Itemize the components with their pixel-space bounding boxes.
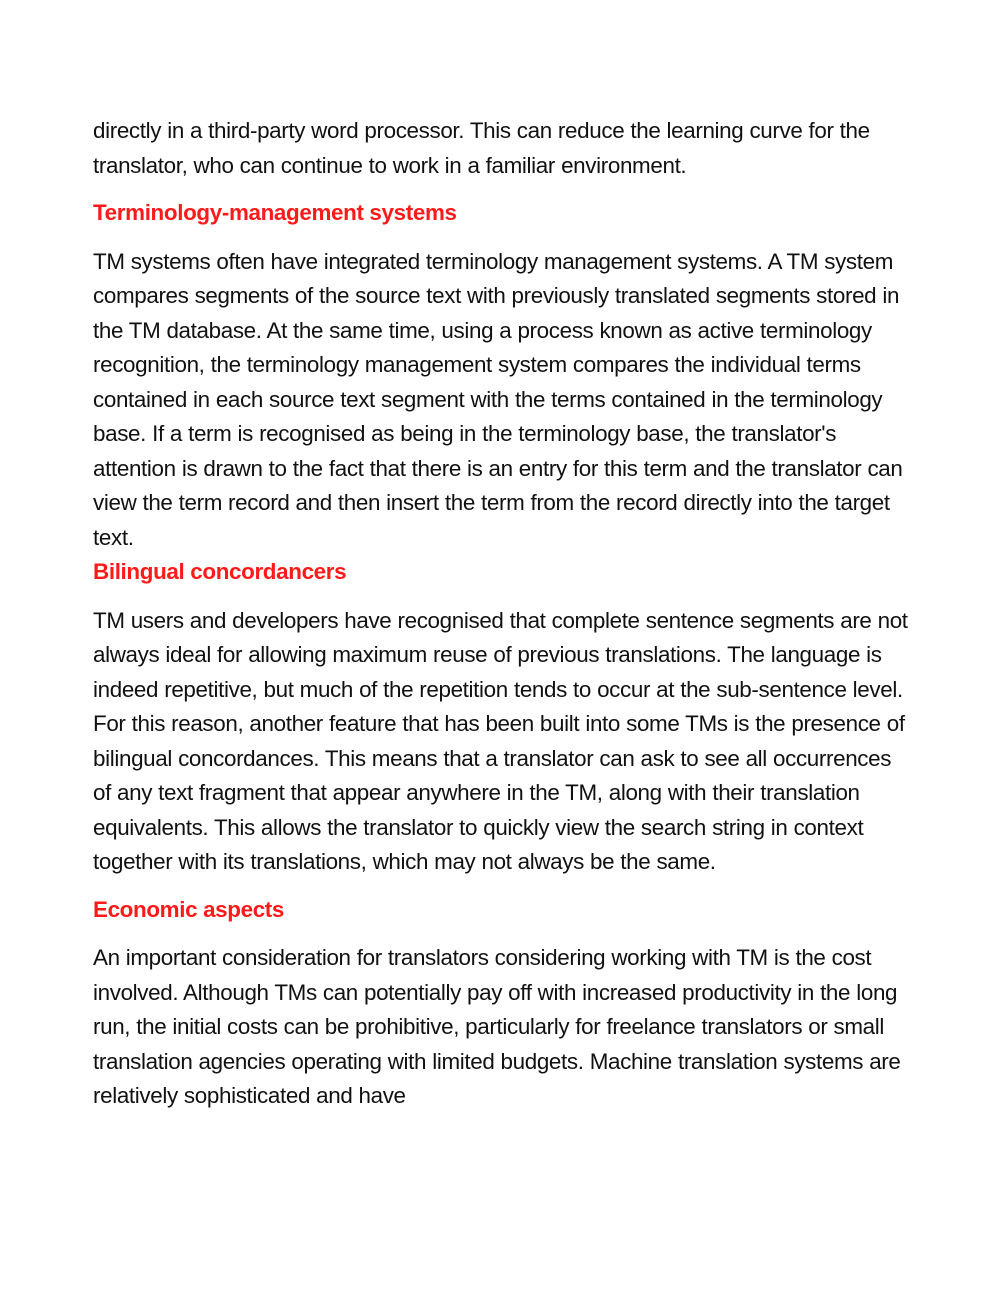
spacer <box>93 927 913 941</box>
document-page <box>93 114 913 1114</box>
section-heading-bilingual-concordancers: Bilingual concordancers <box>93 559 347 584</box>
spacer <box>93 231 913 245</box>
section-heading-economic-aspects: Economic aspects <box>93 896 285 922</box>
section-heading-terminology-management: Terminology-management systems <box>93 200 457 225</box>
intro-paragraph: directly in a third-party word processor. This can reduce the learning curve for the translator, who can continue to work in a familiar environment. <box>93 118 870 178</box>
spacer <box>93 183 913 196</box>
spacer <box>93 880 913 893</box>
section-body-bilingual-concordancers: TM users and developers have recognised that complete sentence segments are not always ideal for allowing maximum reuse of previous translations. The language is indeed repetitive, but much of the repetition tends to occur at the sub-sentence level. For this reason, another feature that has been built into some TMs is the presence of bilingual concordances. This means that a translator can ask to see all occurrences of any text fragment that appear anywhere in the TM, along with their translation equivalents. This allows the translator to quickly view the search string in context together with its translations, which may not always be the same. <box>93 607 908 874</box>
section-body-economic-aspects: An important consideration for translators considering working with TM is the cost involved. Although TMs can potentially pay off with increased productivity in the long run, the initial costs can be prohibitive, particularly for freelance translators or small translation agencies operating with limited budgets. Machine translation systems are relatively sophisticated and have <box>93 945 901 1108</box>
spacer <box>93 590 913 604</box>
section-body-terminology-management: TM systems often have integrated terminology management systems. A TM system compares segments of the source text with previously translated segments stored in the TM database. At the same time, using a process known as active terminology recognition, the terminology management system compares the individual terms contained in each source text segment with the terms contained in the terminology base. If a term is recognised as being in the terminology base, the translator's attention is drawn to the fact that there is an entry for this term and the translator can view the term record and then insert the term from the record directly into the target text. <box>93 248 903 550</box>
